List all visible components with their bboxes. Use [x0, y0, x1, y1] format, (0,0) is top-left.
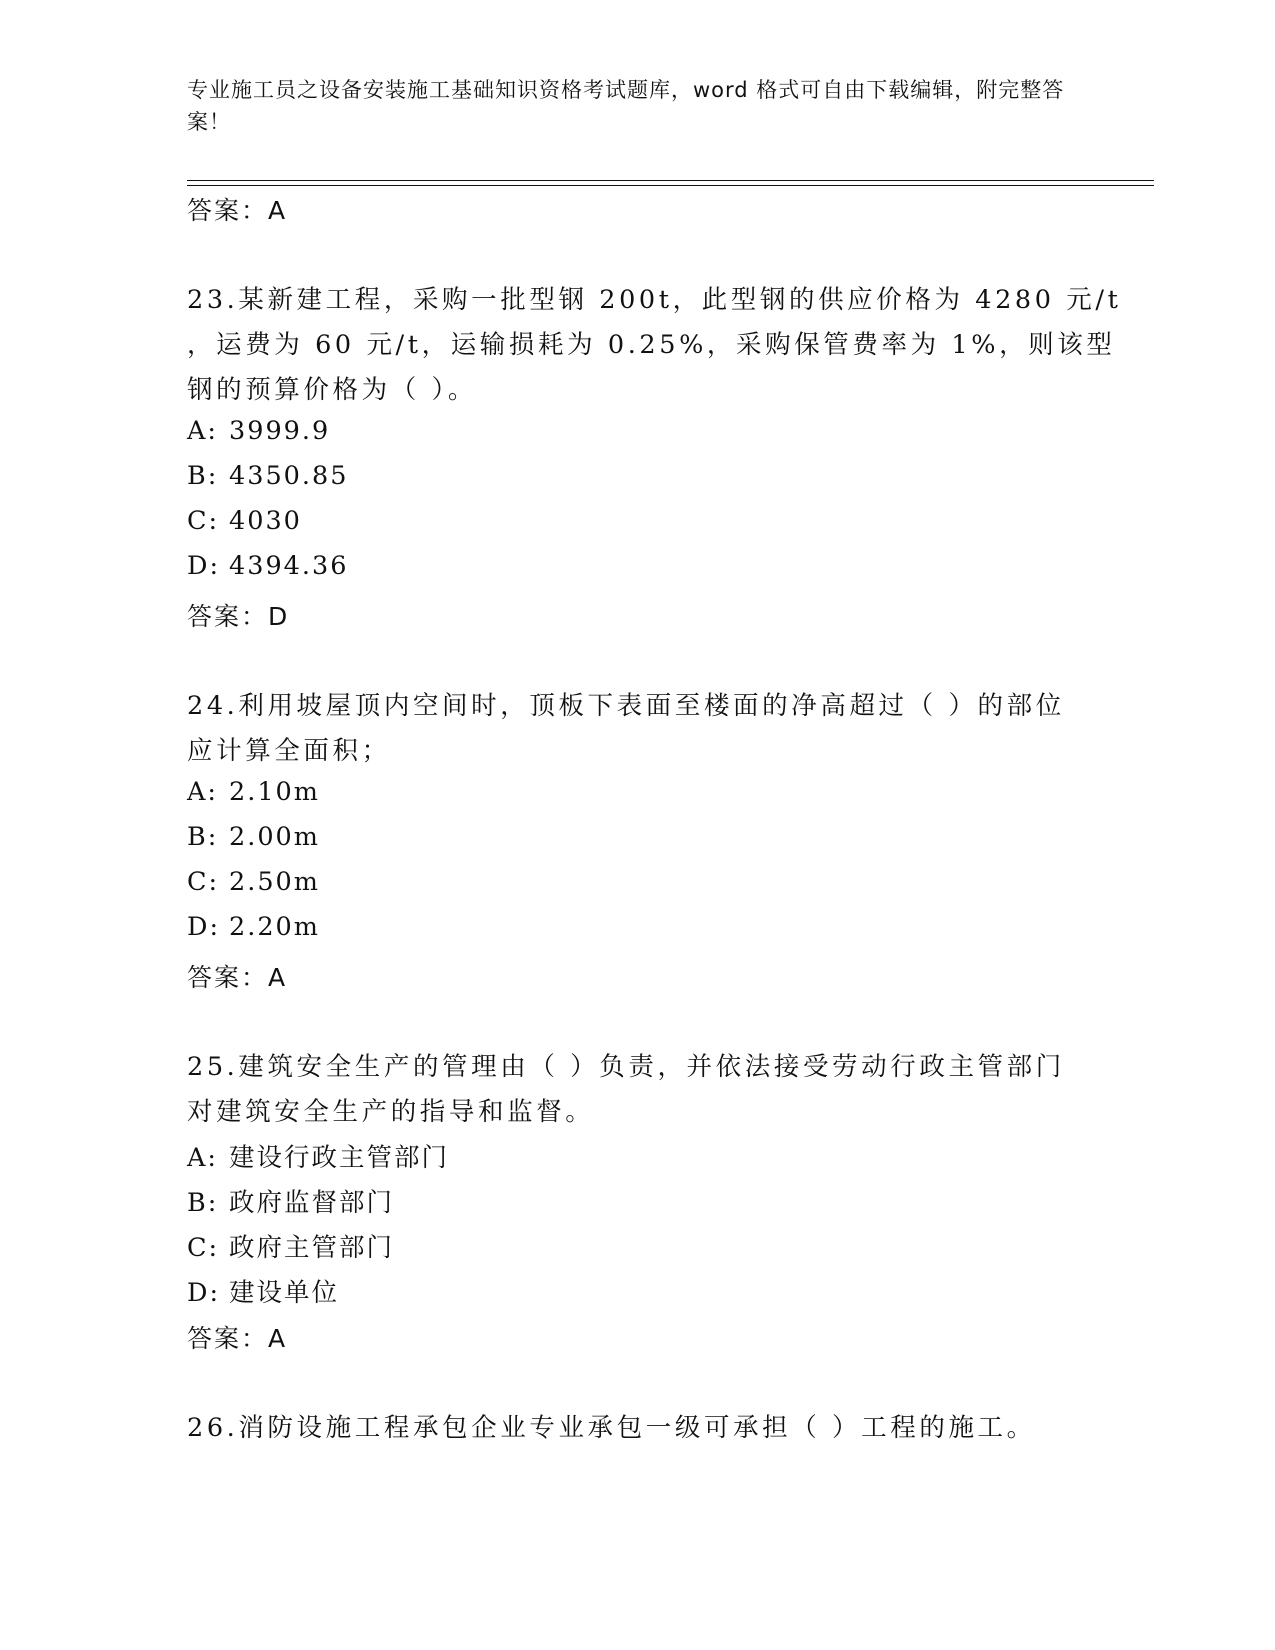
option-label: D: [187, 912, 221, 942]
option-b [187, 822, 320, 852]
option-label: A: [187, 416, 219, 446]
header-divider-top [187, 180, 1154, 181]
option-label: A: [187, 777, 219, 807]
option-d [187, 1273, 339, 1309]
option-text: 建设单位 [229, 1278, 340, 1308]
option-text: 政府主管部门 [229, 1233, 395, 1263]
option-label: C: [187, 867, 220, 897]
option-text: 建设行政主管部门 [229, 1143, 450, 1173]
option-d [187, 912, 320, 942]
option-text: 4030 [229, 506, 302, 536]
option-b [187, 461, 348, 491]
option-label: A: [187, 1143, 219, 1173]
question-23-line-2: ，运费为 60 元/t，运输损耗为 0.25%，采购保管费率为 1%，则该型 [187, 330, 1116, 360]
question-23-line-3: 钢的预算价格为（ ）。 [187, 375, 477, 405]
option-text: 3999.9 [229, 416, 331, 446]
question-25-line-2: 对建筑安全生产的指导和监督。 [187, 1097, 595, 1127]
question-24-line-1: 24.利用坡屋顶内空间时，顶板下表面至楼面的净高超过（ ）的部位 [187, 691, 1065, 721]
option-text: 2.00m [229, 822, 320, 852]
option-text: 2.10m [229, 777, 320, 807]
option-c [187, 1228, 394, 1264]
answer-line: 答案：A [187, 1324, 288, 1353]
option-text: 2.50m [229, 867, 320, 897]
option-d [187, 551, 348, 581]
option-text: 政府监督部门 [229, 1188, 395, 1218]
option-label: D: [187, 551, 221, 581]
option-label: B: [187, 1188, 219, 1218]
option-label: C: [187, 1233, 220, 1263]
option-text: 2.20m [229, 912, 320, 942]
option-label: D: [187, 1278, 221, 1308]
option-b [187, 1183, 394, 1219]
option-a [187, 416, 330, 446]
option-label: B: [187, 822, 219, 852]
option-text: 4350.85 [229, 461, 349, 491]
header-divider-bottom [187, 185, 1154, 186]
question-25-line-1: 25.建筑安全生产的管理由（ ）负责，并依法接受劳动行政主管部门 [187, 1052, 1065, 1082]
option-a [187, 777, 320, 807]
question-26-line-1: 26.消防设施工程承包企业专业承包一级可承担（ ）工程的施工。 [187, 1413, 1036, 1443]
document-header: 专业施工员之设备安装施工基础知识资格考试题库，word 格式可自由下载编辑，附完整答案！ [187, 78, 1065, 134]
answer-line: 答案：A [187, 196, 288, 225]
answer-line: 答案：D [187, 602, 290, 631]
question-23-line-1: 23.某新建工程，采购一批型钢 200t，此型钢的供应价格为 4280 元/t [187, 285, 1122, 315]
option-label: C: [187, 506, 220, 536]
answer-line: 答案：A [187, 963, 288, 992]
option-label: B: [187, 461, 219, 491]
option-text: 4394.36 [229, 551, 349, 581]
option-c [187, 867, 320, 897]
question-24-line-2: 应计算全面积； [187, 736, 391, 766]
option-c [187, 506, 302, 536]
option-a [187, 1138, 449, 1174]
